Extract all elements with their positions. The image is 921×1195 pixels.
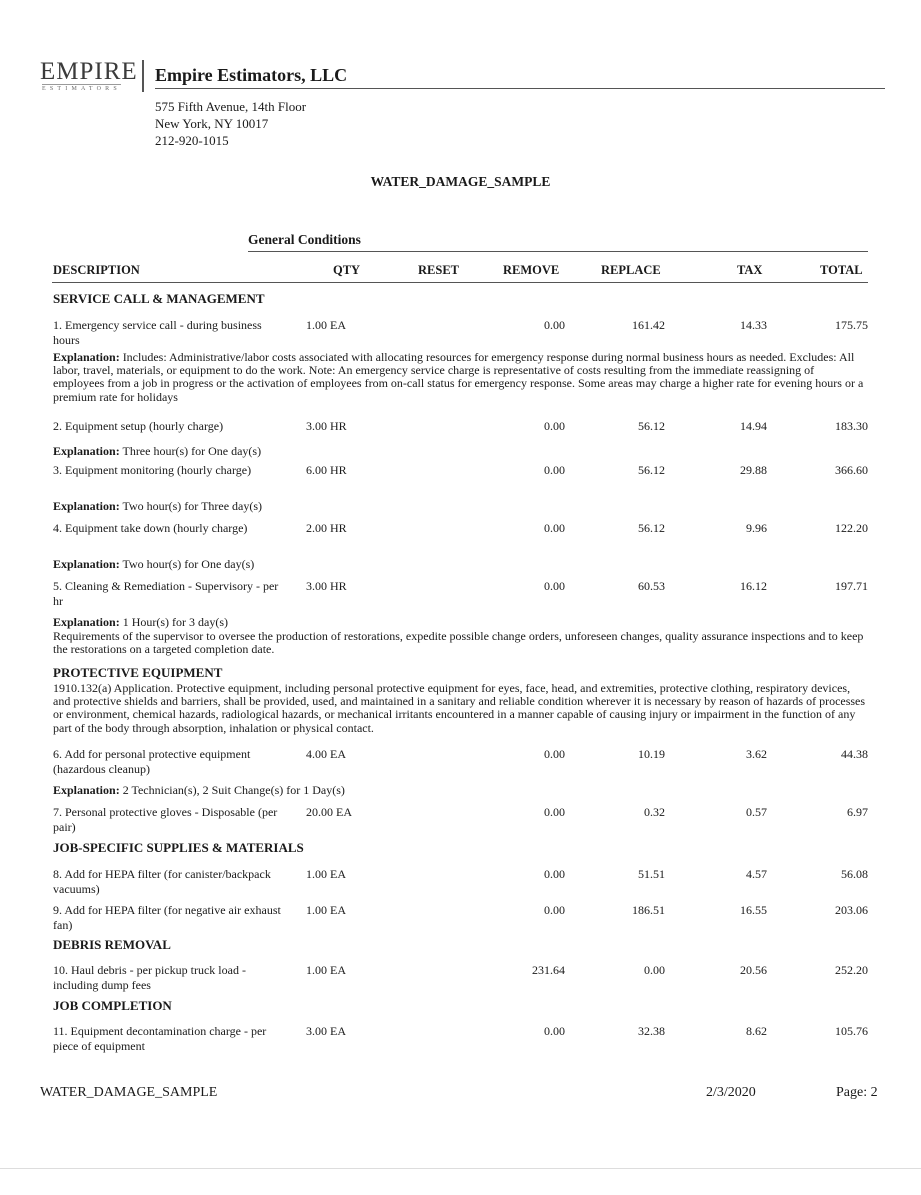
footer-page-number: Page: 2 [836, 1085, 878, 1100]
item-remove: 0.00 [544, 1024, 565, 1038]
address-line-1: 575 Fifth Avenue, 14th Floor [155, 99, 307, 114]
item-description: 3. Equipment monitoring (hourly charge) [53, 463, 252, 477]
item-tax: 9.96 [746, 521, 767, 535]
document-title: WATER_DAMAGE_SAMPLE [370, 174, 551, 189]
item-remove: 0.00 [544, 521, 565, 535]
explanation-note: Requirements of the supervisor to oversee the production of restorations, expedite possible change orders, unforeseen changes, quality assurance inspections and to keep the restorations on a targeted completion date. [53, 629, 864, 657]
item-total: 56.08 [841, 867, 868, 881]
page-bottom-edge [0, 1168, 921, 1169]
item-remove: 231.64 [532, 963, 565, 977]
item-explanation [53, 500, 868, 513]
footer-title: WATER_DAMAGE_SAMPLE [40, 1085, 218, 1100]
col-replace: REPLACE [601, 263, 661, 277]
company-name: Empire Estimators, LLC [155, 65, 348, 85]
footer-date: 2/3/2020 [706, 1085, 756, 1100]
item-replace: 32.38 [638, 1024, 665, 1038]
group-note: 1910.132(a) Application. Protective equipment, including personal protective equipment for eyes, face, head, and extremities, protective clothing, respiratory devices, and protective shields and barriers, shall be provided, used, and maintained in a sanitary and reliable condition wherever it is necessary by reason of hazards of processes or environment, chemical hazards, radiological hazards, or mechanical irritants encountered in a manner capable of causing injury or impairment in the function of any part of the body through absorption, inhalation or physical contact. [53, 681, 866, 735]
item-qty: 1.00 EA [306, 867, 346, 881]
logo-divider [142, 60, 144, 92]
item-total: 6.97 [847, 805, 868, 819]
item-remove: 0.00 [544, 867, 565, 881]
item-tax: 16.12 [740, 579, 767, 593]
item-description: 2. Equipment setup (hourly charge) [53, 419, 224, 433]
item-total: 197.71 [835, 579, 868, 593]
item-tax: 0.57 [746, 805, 767, 819]
explanation-label: Explanation: [53, 444, 120, 458]
item-remove: 0.00 [544, 463, 565, 477]
item-qty: 20.00 EA [306, 805, 352, 819]
logo-subtitle: ESTIMATORS [42, 86, 121, 92]
section-divider [248, 251, 868, 252]
item-remove: 0.00 [544, 318, 565, 332]
item-tax: 16.55 [740, 903, 767, 917]
explanation-text: Two hour(s) for Three day(s) [122, 499, 263, 513]
item-replace: 51.51 [638, 867, 665, 881]
item-total: 252.20 [835, 963, 868, 977]
item-qty: 3.00 HR [306, 419, 347, 433]
group-heading: DEBRIS REMOVAL [53, 937, 171, 952]
item-replace: 60.53 [638, 579, 665, 593]
section-title: General Conditions [248, 232, 361, 247]
col-description: DESCRIPTION [53, 263, 140, 277]
logo-word: EMPIRE [40, 58, 138, 85]
group-heading: JOB COMPLETION [53, 998, 172, 1013]
item-qty: 1.00 EA [306, 903, 346, 917]
item-replace: 0.00 [644, 963, 665, 977]
address-line-2: New York, NY 10017 [155, 116, 269, 131]
item-description: 8. Add for HEPA filter (for canister/backpack vacuums) [53, 867, 271, 896]
col-qty: QTY [333, 263, 361, 277]
item-total: 175.75 [835, 318, 868, 332]
col-tax: TAX [737, 263, 763, 277]
explanation-text: 2 Technician(s), 2 Suit Change(s) for 1 Day(s) [122, 783, 345, 797]
item-total: 183.30 [835, 419, 868, 433]
header-divider [155, 88, 885, 89]
group-heading: PROTECTIVE EQUIPMENT [53, 665, 223, 680]
item-explanation [53, 784, 868, 797]
item-qty: 2.00 HR [306, 521, 347, 535]
group-heading: JOB-SPECIFIC SUPPLIES & MATERIALS [53, 840, 304, 855]
item-description: 5. Cleaning & Remediation - Supervisory - per hr [53, 579, 279, 608]
explanation-text: Three hour(s) for One day(s) [122, 444, 262, 458]
explanation-text: Includes: Administrative/labor costs associated with allocating resources for emergency response during normal business hours as needed. Excludes: All labor, travel, materials, or equipment to do the work. Note: An emergency service charge is representative of costs resulting from the immediate reassigning of employees from a job in progress or the activation of employees from on-call status for emergency response. Some areas may charge a higher rate for evening hours or a premium rate for holidays [53, 350, 864, 404]
column-header-divider [52, 282, 868, 283]
item-tax: 20.56 [740, 963, 767, 977]
item-qty: 1.00 EA [306, 318, 346, 332]
item-replace: 56.12 [638, 463, 665, 477]
item-qty: 3.00 HR [306, 579, 347, 593]
item-description: 10. Haul debris - per pickup truck load - including dump fees [53, 963, 246, 992]
item-explanation [53, 351, 868, 404]
item-description: 4. Equipment take down (hourly charge) [53, 521, 248, 535]
item-tax: 29.88 [740, 463, 767, 477]
item-total: 105.76 [835, 1024, 868, 1038]
col-total: TOTAL [820, 263, 863, 277]
item-total: 203.06 [835, 903, 868, 917]
item-replace: 56.12 [638, 419, 665, 433]
item-description: 9. Add for HEPA filter (for negative air exhaust fan) [53, 903, 281, 932]
item-total: 122.20 [835, 521, 868, 535]
explanation-label: Explanation: [53, 350, 120, 364]
item-explanation [53, 445, 868, 458]
item-remove: 0.00 [544, 903, 565, 917]
item-qty: 4.00 EA [306, 747, 346, 761]
item-replace: 161.42 [632, 318, 665, 332]
item-tax: 8.62 [746, 1024, 767, 1038]
item-description: 1. Emergency service call - during business hours [53, 318, 262, 347]
item-description: 6. Add for personal protective equipment (hazardous cleanup) [53, 747, 251, 776]
item-tax: 14.94 [740, 419, 767, 433]
item-description: 7. Personal protective gloves - Disposable (per pair) [53, 805, 278, 834]
item-qty: 1.00 EA [306, 963, 346, 977]
item-total: 366.60 [835, 463, 868, 477]
item-tax: 4.57 [746, 867, 767, 881]
item-description: 11. Equipment decontamination charge - per piece of equipment [53, 1024, 267, 1053]
item-replace: 0.32 [644, 805, 665, 819]
explanation-label: Explanation: [53, 499, 120, 513]
item-qty: 6.00 HR [306, 463, 347, 477]
item-replace: 56.12 [638, 521, 665, 535]
item-remove: 0.00 [544, 747, 565, 761]
item-tax: 3.62 [746, 747, 767, 761]
col-remove: REMOVE [503, 263, 560, 277]
item-explanation [53, 558, 868, 571]
explanation-label: Explanation: [53, 557, 120, 571]
item-total: 44.38 [841, 747, 868, 761]
col-reset: RESET [418, 263, 459, 277]
item-replace: 186.51 [632, 903, 665, 917]
group-heading: SERVICE CALL & MANAGEMENT [53, 291, 265, 306]
item-remove: 0.00 [544, 579, 565, 593]
explanation-text: Two hour(s) for One day(s) [122, 557, 255, 571]
item-replace: 10.19 [638, 747, 665, 761]
item-tax: 14.33 [740, 318, 767, 332]
explanation-text: 1 Hour(s) for 3 day(s) [122, 615, 228, 629]
item-remove: 0.00 [544, 805, 565, 819]
phone-number: 212-920-1015 [155, 133, 229, 148]
item-explanation [53, 616, 868, 629]
explanation-label: Explanation: [53, 615, 120, 629]
item-remove: 0.00 [544, 419, 565, 433]
item-qty: 3.00 EA [306, 1024, 346, 1038]
company-logo [40, 60, 144, 94]
explanation-label: Explanation: [53, 783, 120, 797]
